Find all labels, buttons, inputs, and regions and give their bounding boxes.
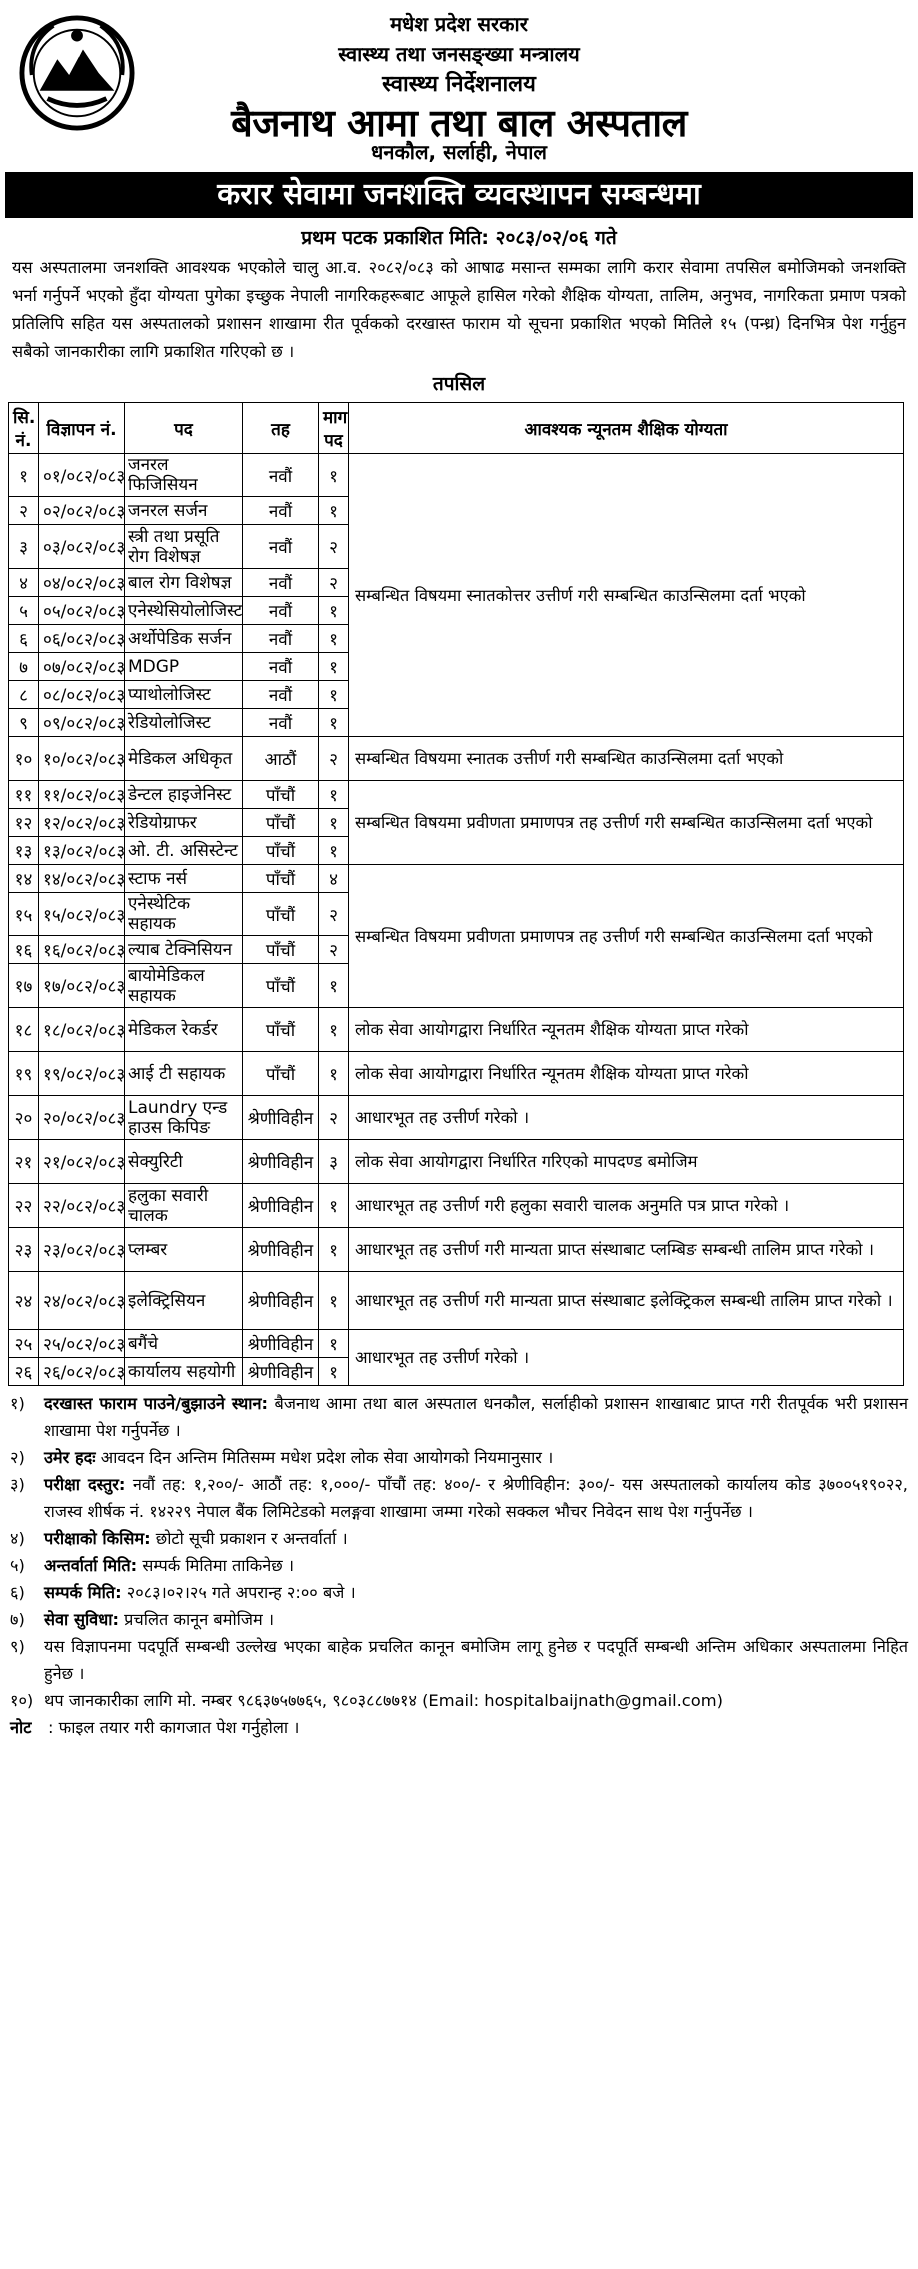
schedule-heading: तपसिल bbox=[432, 373, 486, 395]
row-ad-no: १२/०८२/०८३ bbox=[39, 809, 125, 837]
row-sn: १० bbox=[9, 737, 39, 781]
note-text: थप जानकारीका लागि मो. नम्बर ९८६३७५७७६५, ९८०३८८७७१४ (Email: hospitalbaijnath@gmail.com) bbox=[44, 1691, 723, 1710]
row-qualification: आधारभूत तह उत्तीर्ण गरी मान्यता प्राप्त संस्थाबाट इलेक्ट्रिकल सम्बन्धी तालिम प्राप्त गरेको । bbox=[349, 1272, 904, 1330]
note-item bbox=[10, 1579, 908, 1606]
row-post: आई टी सहायक bbox=[125, 1052, 243, 1096]
table-header-row bbox=[9, 403, 904, 454]
row-level: आठौं bbox=[243, 737, 319, 781]
note-text-wrap bbox=[48, 1714, 908, 1741]
note-item bbox=[10, 1714, 908, 1741]
note-number: नोट bbox=[10, 1718, 32, 1737]
publish-date: प्रथम पटक प्रकाशित मिति: २०८३/०२/०६ गते bbox=[301, 227, 617, 249]
row-sn: २६ bbox=[9, 1358, 39, 1386]
row-ad-no: २५/०८२/०८३ bbox=[39, 1330, 125, 1358]
row-ad-no: २०/०८२/०८३ bbox=[39, 1096, 125, 1140]
row-level: पाँचौं bbox=[243, 837, 319, 865]
row-sn: ३ bbox=[9, 525, 39, 569]
note-label: परीक्षाको किसिम: bbox=[44, 1529, 151, 1548]
row-post: बगैंचे bbox=[125, 1330, 243, 1358]
row-demand: १ bbox=[319, 1184, 349, 1228]
row-post: रेडियोग्राफर bbox=[125, 809, 243, 837]
row-demand: १ bbox=[319, 653, 349, 681]
note-text: : फाइल तयार गरी कागजात पेश गर्नुहोला । bbox=[48, 1718, 300, 1737]
note-text-wrap bbox=[44, 1552, 908, 1579]
row-demand: १ bbox=[319, 709, 349, 737]
note-text: छोटो सूची प्रकाशन र अन्तर्वार्ता । bbox=[150, 1529, 348, 1548]
row-level: पाँचौं bbox=[243, 809, 319, 837]
col-level: तह bbox=[243, 403, 319, 454]
table-row bbox=[9, 781, 904, 809]
row-level: नवौं bbox=[243, 497, 319, 525]
row-demand: १ bbox=[319, 1228, 349, 1272]
row-sn: १८ bbox=[9, 1008, 39, 1052]
directorate-name: स्वास्थ्य निर्देशनालय bbox=[382, 72, 536, 97]
row-ad-no: १७/०८२/०८३ bbox=[39, 964, 125, 1008]
table-row bbox=[9, 1052, 904, 1096]
note-number: ४) bbox=[10, 1529, 25, 1548]
row-post: सेक्युरिटी bbox=[125, 1140, 243, 1184]
row-post: एनेस्थेसियोलोजिस्ट bbox=[125, 597, 243, 625]
row-qualification: लोक सेवा आयोगद्वारा निर्धारित न्यूनतम शैक्षिक योग्यता प्राप्त गरेको bbox=[349, 1008, 904, 1052]
row-ad-no: ०५/०८२/०८३ bbox=[39, 597, 125, 625]
row-qualification: आधारभूत तह उत्तीर्ण गरेको । bbox=[349, 1330, 904, 1386]
notes-section bbox=[10, 1390, 908, 1741]
row-level: श्रेणीविहीन bbox=[243, 1184, 319, 1228]
row-demand: २ bbox=[319, 936, 349, 964]
note-label: सेवा सुविधा: bbox=[44, 1610, 119, 1629]
note-item bbox=[10, 1525, 908, 1552]
row-level: पाँचौं bbox=[243, 865, 319, 893]
table-row bbox=[9, 1330, 904, 1358]
row-ad-no: ११/०८२/०८३ bbox=[39, 781, 125, 809]
note-number: १) bbox=[10, 1394, 25, 1413]
note-item bbox=[10, 1471, 908, 1525]
row-sn: १३ bbox=[9, 837, 39, 865]
row-qualification: सम्बन्धित विषयमा प्रवीणता प्रमाणपत्र तह उत्तीर्ण गरी सम्बन्धित काउन्सिलमा दर्ता भएको bbox=[349, 781, 904, 865]
row-ad-no: ०८/०८२/०८३ bbox=[39, 681, 125, 709]
row-level: नवौं bbox=[243, 454, 319, 497]
ministry-name: स्वास्थ्य तथा जनसङ्ख्या मन्त्रालय bbox=[338, 42, 580, 66]
row-post: MDGP bbox=[125, 653, 243, 681]
note-item bbox=[10, 1606, 908, 1633]
note-item bbox=[10, 1444, 908, 1471]
row-sn: १४ bbox=[9, 865, 39, 893]
row-ad-no: २१/०८२/०८३ bbox=[39, 1140, 125, 1184]
row-sn: ४ bbox=[9, 569, 39, 597]
header bbox=[0, 0, 918, 168]
note-text: नवौं तह: १,२००/- आठौं तह: १,०००/- पाँचौं तह: ४००/- र श्रेणीविहीन: ३००/- यस अस्पतालको कार्यालय कोड ३७००५१९०२२, राजस्व शीर्षक नं. १४२२९ नेपाल बैंक लिमिटेडको मलङ्गवा शाखामा जम्मा गरेको सक्कल भौचर निवेदन साथ पेश गर्नुपर्नेछ । bbox=[44, 1475, 908, 1521]
row-level: पाँचौं bbox=[243, 1052, 319, 1096]
note-label: परीक्षा दस्तुर: bbox=[44, 1475, 126, 1494]
row-qualification: सम्बन्धित विषयमा स्नातक उत्तीर्ण गरी सम्बन्धित काउन्सिलमा दर्ता भएको bbox=[349, 737, 904, 781]
note-item bbox=[10, 1633, 908, 1687]
row-level: पाँचौं bbox=[243, 781, 319, 809]
row-ad-no: १८/०८२/०८३ bbox=[39, 1008, 125, 1052]
table-row bbox=[9, 737, 904, 781]
row-level: नवौं bbox=[243, 597, 319, 625]
row-demand: १ bbox=[319, 625, 349, 653]
row-sn: १ bbox=[9, 454, 39, 497]
note-text-wrap bbox=[44, 1390, 908, 1444]
row-demand: ४ bbox=[319, 865, 349, 893]
note-number: ६) bbox=[10, 1583, 25, 1602]
row-sn: ७ bbox=[9, 653, 39, 681]
row-level: श्रेणीविहीन bbox=[243, 1272, 319, 1330]
row-post: Laundry एन्ड हाउस किपिङ bbox=[125, 1096, 243, 1140]
intro-paragraph: यस अस्पतालमा जनशक्ति आवश्यक भएकोले चालु आ.व. २०८२/०८३ को आषाढ मसान्त सम्मका लागि करार सेवामा तपसिल बमोजिमको जनशक्ति भर्ना गर्नुपर्ने भएको हुँदा योग्यता पुगेका इच्छुक नेपाली नागरिकहरूबाट आफूले हासिल गरेको शैक्षिक योग्यता, तालिम, अनुभव, नागरिकता प्रमाण पत्रको प्रतिलिपि सहित यस अस्पतालको प्रशासन शाखामा रीत पूर्वकको दरखास्त फाराम यो सूचना प्रकाशित भएको मितिले १५ (पन्ध्र) दिनभित्र पेश गर्नुहुन सबैको जानकारीका लागि प्रकाशित गरिएको छ । bbox=[12, 258, 906, 361]
row-post: बायोमेडिकल सहायक bbox=[125, 964, 243, 1008]
row-sn: २४ bbox=[9, 1272, 39, 1330]
row-demand: ३ bbox=[319, 1140, 349, 1184]
row-level: श्रेणीविहीन bbox=[243, 1096, 319, 1140]
row-level: नवौं bbox=[243, 681, 319, 709]
note-label: सम्पर्क मिति: bbox=[44, 1583, 122, 1602]
note-number: २) bbox=[10, 1448, 25, 1467]
table-row bbox=[9, 1272, 904, 1330]
row-ad-no: ०४/०८२/०८३ bbox=[39, 569, 125, 597]
note-number: ५) bbox=[10, 1556, 25, 1575]
row-demand: १ bbox=[319, 454, 349, 497]
table-row bbox=[9, 1096, 904, 1140]
row-qualification: आधारभूत तह उत्तीर्ण गरी हलुका सवारी चालक अनुमति पत्र प्राप्त गरेको । bbox=[349, 1184, 904, 1228]
note-text: सम्पर्क मितिमा ताकिनेछ । bbox=[137, 1556, 295, 1575]
table-row bbox=[9, 1228, 904, 1272]
note-number: ९) bbox=[10, 1637, 25, 1656]
row-sn: २२ bbox=[9, 1184, 39, 1228]
note-text-wrap bbox=[44, 1606, 908, 1633]
row-post: डेन्टल हाइजेनिस्ट bbox=[125, 781, 243, 809]
row-level: नवौं bbox=[243, 569, 319, 597]
note-text-wrap bbox=[44, 1687, 908, 1714]
table-row bbox=[9, 454, 904, 497]
row-post: बाल रोग विशेषज्ञ bbox=[125, 569, 243, 597]
col-qualification: आवश्यक न्यूनतम शैक्षिक योग्यता bbox=[349, 403, 904, 454]
row-sn: ८ bbox=[9, 681, 39, 709]
row-level: श्रेणीविहीन bbox=[243, 1330, 319, 1358]
row-qualification: सम्बन्धित विषयमा प्रवीणता प्रमाणपत्र तह उत्तीर्ण गरी सम्बन्धित काउन्सिलमा दर्ता भएको bbox=[349, 865, 904, 1008]
table-row bbox=[9, 1184, 904, 1228]
row-demand: २ bbox=[319, 737, 349, 781]
row-level: पाँचौं bbox=[243, 1008, 319, 1052]
note-text: बैजनाथ आमा तथा बाल अस्पताल धनकौल, सर्लाहीको प्रशासन शाखाबाट प्राप्त गरी रीतपूर्वक भरी प्रशासन शाखामा पेश गर्नुपर्नेछ । bbox=[44, 1394, 908, 1440]
row-ad-no: १४/०८२/०८३ bbox=[39, 865, 125, 893]
row-post: हलुका सवारी चालक bbox=[125, 1184, 243, 1228]
table-body bbox=[9, 454, 904, 1386]
row-sn: ५ bbox=[9, 597, 39, 625]
row-demand: १ bbox=[319, 809, 349, 837]
row-ad-no: १६/०८२/०८३ bbox=[39, 936, 125, 964]
row-qualification: आधारभूत तह उत्तीर्ण गरेको । bbox=[349, 1096, 904, 1140]
note-text: २०८३।०२।२५ गते अपरान्ह २:०० बजे । bbox=[121, 1583, 356, 1602]
row-post: रेडियोलोजिस्ट bbox=[125, 709, 243, 737]
row-post: अर्थोपेडिक सर्जन bbox=[125, 625, 243, 653]
row-demand: १ bbox=[319, 837, 349, 865]
note-text-wrap bbox=[44, 1579, 908, 1606]
row-sn: ११ bbox=[9, 781, 39, 809]
note-number: ७) bbox=[10, 1610, 25, 1629]
row-sn: ६ bbox=[9, 625, 39, 653]
note-text-wrap bbox=[44, 1525, 908, 1552]
row-post: प्लम्बर bbox=[125, 1228, 243, 1272]
row-sn: १६ bbox=[9, 936, 39, 964]
vacancy-table bbox=[8, 402, 904, 1386]
note-text: आवदन दिन अन्तिम मितिसम्म मधेश प्रदेश लोक सेवा आयोगको नियमानुसार । bbox=[95, 1448, 554, 1467]
row-qualification: लोक सेवा आयोगद्वारा निर्धारित न्यूनतम शैक्षिक योग्यता प्राप्त गरेको bbox=[349, 1052, 904, 1096]
row-ad-no: १९/०८२/०८३ bbox=[39, 1052, 125, 1096]
row-demand: १ bbox=[319, 497, 349, 525]
row-demand: २ bbox=[319, 569, 349, 597]
table-row bbox=[9, 865, 904, 893]
row-level: श्रेणीविहीन bbox=[243, 1140, 319, 1184]
province-government: मधेश प्रदेश सरकार bbox=[390, 12, 528, 36]
row-post: जनरल सर्जन bbox=[125, 497, 243, 525]
row-ad-no: ०१/०८२/०८३ bbox=[39, 454, 125, 497]
note-item bbox=[10, 1552, 908, 1579]
row-demand: १ bbox=[319, 1052, 349, 1096]
note-label: दरखास्त फाराम पाउने/बुझाउने स्थान: bbox=[44, 1394, 269, 1413]
note-number: १०) bbox=[10, 1691, 34, 1710]
table-row bbox=[9, 1008, 904, 1052]
row-demand: १ bbox=[319, 597, 349, 625]
row-post: ल्याब टेक्निसियन bbox=[125, 936, 243, 964]
row-demand: २ bbox=[319, 525, 349, 569]
note-label: अन्तर्वार्ता मिति: bbox=[44, 1556, 138, 1575]
row-ad-no: ०३/०८२/०८३ bbox=[39, 525, 125, 569]
hospital-name: बैजनाथ आमा तथा बाल अस्पताल bbox=[231, 101, 687, 145]
row-post: जनरल फिजिसियन bbox=[125, 454, 243, 497]
row-demand: १ bbox=[319, 781, 349, 809]
row-level: पाँचौं bbox=[243, 936, 319, 964]
row-sn: १५ bbox=[9, 893, 39, 936]
row-sn: ९ bbox=[9, 709, 39, 737]
row-post: कार्यालय सहयोगी bbox=[125, 1358, 243, 1386]
row-level: नवौं bbox=[243, 625, 319, 653]
row-ad-no: ०७/०८२/०८३ bbox=[39, 653, 125, 681]
col-post: पद bbox=[125, 403, 243, 454]
row-qualification: लोक सेवा आयोगद्वारा निर्धारित गरिएको मापदण्ड बमोजिम bbox=[349, 1140, 904, 1184]
row-post: एनेस्थेटिक सहायक bbox=[125, 893, 243, 936]
row-ad-no: २२/०८२/०८३ bbox=[39, 1184, 125, 1228]
row-post: मेडिकल अधिकृत bbox=[125, 737, 243, 781]
note-item bbox=[10, 1390, 908, 1444]
notice-title-banner: करार सेवामा जनशक्ति व्यवस्थापन सम्बन्धमा bbox=[5, 172, 913, 218]
row-post: स्त्री तथा प्रसूति रोग विशेषज्ञ bbox=[125, 525, 243, 569]
row-qualification: आधारभूत तह उत्तीर्ण गरी मान्यता प्राप्त संस्थाबाट प्लम्बिङ सम्बन्धी तालिम प्राप्त गरेको । bbox=[349, 1228, 904, 1272]
note-text-wrap bbox=[44, 1444, 908, 1471]
note-text-wrap bbox=[44, 1471, 908, 1525]
row-sn: २३ bbox=[9, 1228, 39, 1272]
row-demand: १ bbox=[319, 964, 349, 1008]
row-demand: १ bbox=[319, 681, 349, 709]
row-demand: १ bbox=[319, 1008, 349, 1052]
row-demand: १ bbox=[319, 1358, 349, 1386]
row-sn: १९ bbox=[9, 1052, 39, 1096]
row-qualification: सम्बन्धित विषयमा स्नातकोत्तर उत्तीर्ण गरी सम्बन्धित काउन्सिलमा दर्ता भएको bbox=[349, 454, 904, 737]
note-text: प्रचलित कानून बमोजिम । bbox=[118, 1610, 275, 1629]
row-ad-no: १५/०८२/०८३ bbox=[39, 893, 125, 936]
row-post: ओ. टी. असिस्टेन्ट bbox=[125, 837, 243, 865]
row-sn: २० bbox=[9, 1096, 39, 1140]
row-sn: १२ bbox=[9, 809, 39, 837]
note-item bbox=[10, 1687, 908, 1714]
note-number: ३) bbox=[10, 1475, 25, 1494]
row-level: पाँचौं bbox=[243, 964, 319, 1008]
row-ad-no: २३/०८२/०८३ bbox=[39, 1228, 125, 1272]
row-demand: १ bbox=[319, 1330, 349, 1358]
row-ad-no: ०६/०८२/०८३ bbox=[39, 625, 125, 653]
row-level: श्रेणीविहीन bbox=[243, 1228, 319, 1272]
row-post: मेडिकल रेकर्डर bbox=[125, 1008, 243, 1052]
row-demand: २ bbox=[319, 893, 349, 936]
row-level: पाँचौं bbox=[243, 893, 319, 936]
row-level: नवौं bbox=[243, 653, 319, 681]
hospital-address: धनकौल, सर्लाही, नेपाल bbox=[371, 140, 547, 164]
row-level: श्रेणीविहीन bbox=[243, 1358, 319, 1386]
note-label: उमेर हदः bbox=[44, 1448, 96, 1467]
row-ad-no: ०९/०८२/०८३ bbox=[39, 709, 125, 737]
row-ad-no: २६/०८२/०८३ bbox=[39, 1358, 125, 1386]
col-demand: माग पद bbox=[319, 403, 349, 454]
row-sn: २१ bbox=[9, 1140, 39, 1184]
row-demand: १ bbox=[319, 1272, 349, 1330]
row-sn: २ bbox=[9, 497, 39, 525]
note-text: यस विज्ञापनमा पदपूर्ति सम्बन्धी उल्लेख भएका बाहेक प्रचलित कानून बमोजिम लागू हुनेछ र पदपूर्ति सम्बन्धी अन्तिम अधिकार अस्पतालमा निहित हुनेछ । bbox=[44, 1637, 908, 1683]
row-demand: २ bbox=[319, 1096, 349, 1140]
row-post: प्याथोलोजिस्ट bbox=[125, 681, 243, 709]
row-post: इलेक्ट्रिसियन bbox=[125, 1272, 243, 1330]
col-sn: सि. नं. bbox=[9, 403, 39, 454]
row-sn: २५ bbox=[9, 1330, 39, 1358]
row-level: नवौं bbox=[243, 709, 319, 737]
row-ad-no: २४/०८२/०८३ bbox=[39, 1272, 125, 1330]
table-row bbox=[9, 1140, 904, 1184]
row-ad-no: १३/०८२/०८३ bbox=[39, 837, 125, 865]
row-level: नवौं bbox=[243, 525, 319, 569]
note-text-wrap bbox=[44, 1633, 908, 1687]
col-ad-no: विज्ञापन नं. bbox=[39, 403, 125, 454]
row-post: स्टाफ नर्स bbox=[125, 865, 243, 893]
row-ad-no: ०२/०८२/०८३ bbox=[39, 497, 125, 525]
row-ad-no: १०/०८२/०८३ bbox=[39, 737, 125, 781]
row-sn: १७ bbox=[9, 964, 39, 1008]
